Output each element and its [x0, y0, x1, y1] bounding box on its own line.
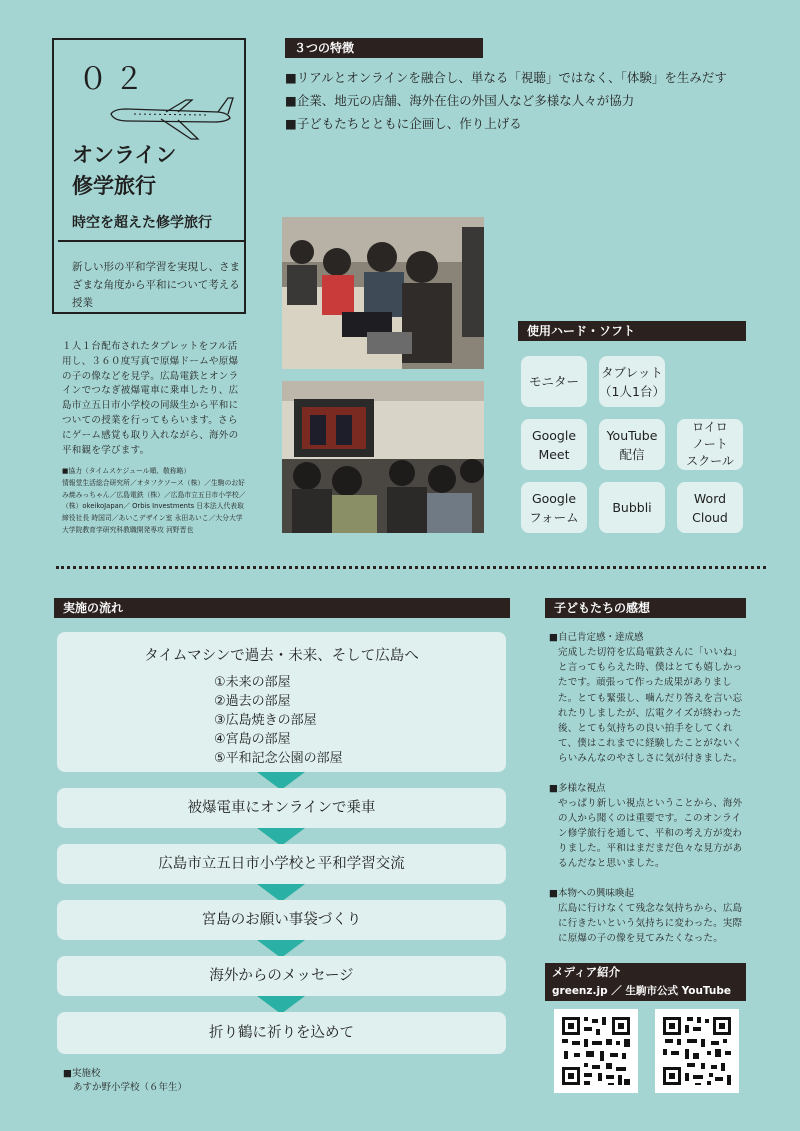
feature-item: ■子どもたちとともに企画し、作り上げる	[285, 116, 522, 131]
section-number: ０２	[78, 62, 150, 97]
impression-title: ■多様な視点	[549, 782, 606, 794]
tool-chip-bubbli: Bubbli	[599, 482, 665, 533]
impression-title: ■本物への興味喚起	[549, 887, 634, 899]
tool-chip-monitor: モニター	[521, 356, 587, 407]
flow-step: 海外からのメッセージ	[57, 956, 506, 996]
page-title	[72, 140, 176, 202]
tools-heading: 使用ハード・ソフト	[518, 321, 746, 341]
tool-chip-youtube: YouTube 配信	[599, 419, 665, 470]
flow-step-time-machine	[57, 632, 506, 772]
airplane-icon	[106, 94, 236, 144]
room-item: ①未来の部屋	[214, 675, 291, 690]
title-line-2: 修学旅行	[72, 174, 156, 198]
qr-code-icon[interactable]	[655, 1009, 739, 1093]
lead-text: 新しい形の平和学習を実現し、さまざまな角度から平和について考える授業	[72, 261, 240, 309]
feature-item: ■企業、地元の店舗、海外在住の外国人など多様な人々が協力	[285, 93, 635, 108]
flow-step: 広島市立五日市小学校と平和学習交流	[57, 844, 506, 884]
classroom-photo-tablets	[282, 217, 484, 369]
features-list	[285, 66, 765, 135]
tool-chip-google-forms: Google フォーム	[521, 482, 587, 533]
flow-heading: 実施の流れ	[54, 598, 510, 618]
flow-step: 折り鶴に祈りを込めて	[57, 1012, 506, 1054]
features-heading: ３つの特徴	[285, 38, 483, 58]
room-item: ⑤平和記念公園の部屋	[214, 751, 343, 766]
section-divider	[56, 566, 766, 569]
school-info	[63, 1067, 187, 1095]
impression-text: やっぱり新しい視点ということから、海外の人から聞くのは重要です。このオンライン修学旅行を通して、平和の考え方が変わりました。平和はまだまだ色々な見方があるんだなと思いました。	[558, 797, 743, 870]
media-heading: メディア紹介	[552, 965, 621, 979]
tool-chip-loilonote: ロイロ ノート スクール	[677, 419, 743, 470]
impression-text: 完成した切符を広島電鉄さんに「いいね」と言ってもらえた時、僕はとても嬉しかったです。頑張って作った成果がありました。とても緊張し、噛んだり答えを言い忘れたりしましたが、広電クイズが終わった後、とても気持ちの良い拍手をしてくれて、僕はこれまでに経験したことがないくらいみんなのやさしさに気が付きました。	[558, 647, 743, 765]
flow-step: 宮島のお願い事袋づくり	[57, 900, 506, 940]
media-box	[545, 963, 746, 1001]
impressions-list	[549, 630, 747, 946]
description-text: １人１台配布されたタブレットをフル活用し、３６０度写真で原爆ドームや原爆の子の像などを見学。広島電鉄とオンラインでつなぎ被爆電車に乗車したり、広島市立五日市小学校の同級生から平和についての授業を行ってもらいます。さらにゲーム感覚も取り入れながら、海外の平和観を学びます。	[62, 341, 239, 456]
school-label: ■実施校	[63, 1068, 101, 1079]
room-item: ②過去の部屋	[214, 694, 291, 709]
qr-code-icon[interactable]	[554, 1009, 638, 1093]
feature-item: ■リアルとオンラインを融合し、単なる「視聴」ではなく、「体験」を生みだす	[285, 70, 727, 85]
media-sources: greenz.jp ／ 生駒市公式 YouTube	[552, 985, 732, 997]
flow-step-title: タイムマシンで過去・未来、そして広島へ	[144, 648, 419, 664]
flow-step: 被爆電車にオンラインで乗車	[57, 788, 506, 828]
title-divider	[58, 240, 244, 242]
tool-chip-tablet: タブレット （1人1台）	[599, 356, 665, 407]
tool-chip-google-meet: Google Meet	[521, 419, 587, 470]
impressions-heading: 子どもたちの感想	[545, 598, 746, 618]
tool-chip-wordcloud: Word Cloud	[677, 482, 743, 533]
classroom-photo-screen	[282, 381, 484, 533]
impression-text: 広島に行けなくて残念な気持ちから、広島に行きたいという気持ちに変わった。実際に原爆の子の像を見てみたくなった。	[558, 902, 743, 945]
school-name: あすか野小学校（６年生）	[73, 1082, 188, 1093]
title-box	[52, 38, 246, 314]
room-item: ④宮島の部屋	[214, 732, 291, 747]
room-list	[214, 673, 506, 768]
subtitle: 時空を超えた修学旅行	[72, 215, 212, 231]
room-item: ③広島焼きの部屋	[214, 713, 317, 728]
credits-text: ■協力（タイムスケジュール順、敬称略） 情報堂生活総合研究所／オタフクソース（株）／生駒のお好み焼みっちゃん／広島電鉄（株）／広島市立五日市小学校／（株）okeikoJapan／ Orbis Investments 日本法人代表取締役社長 時国司／あいこデザイン室 永田あいこ／大分大学大学院教育学研究科教職開発専攻 河野晋也	[62, 467, 246, 534]
impression-title: ■自己肯定感・達成感	[549, 632, 644, 643]
title-line-1: オンライン	[72, 143, 177, 167]
